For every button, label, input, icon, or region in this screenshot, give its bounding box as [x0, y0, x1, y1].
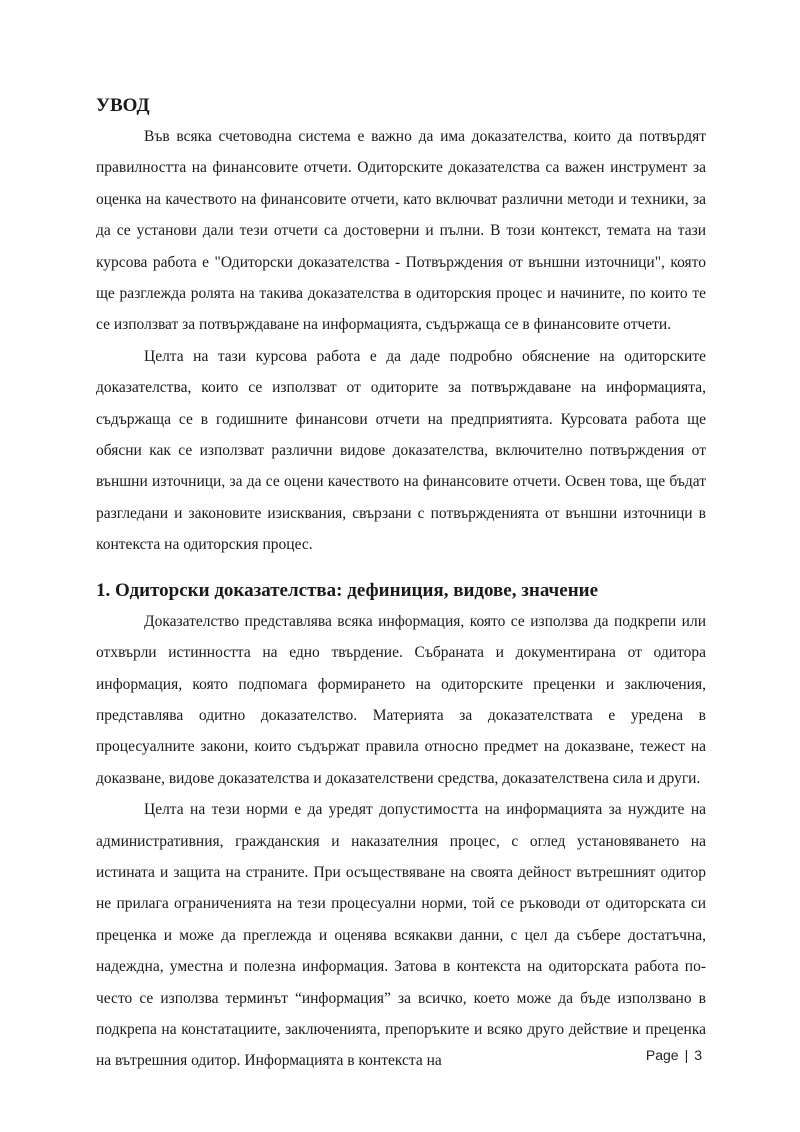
document-page	[96, 90, 706, 1077]
page-label: Page	[645, 1047, 679, 1063]
intro-paragraph-1: Във всяка счетоводна система е важно да има доказателства, които да потвърдят правилността на финансовите отчети. Одиторските доказателства са важен инструмент за оценка на качеството на финансовите отчети, като включват различни методи и техники, за да се установи дали тези отчети са достоверни и пълни. В този контекст, темата на тази курсова работа е "Одиторски доказателства - Потвърждения от външни източници", която ще разглежда ролята на такива доказателства в одиторския процес и начините, по които те се използват за потвърждаване на информацията, съдържаща се в финансовите отчети.	[96, 128, 706, 334]
section-1-heading: 1. Одиторски доказателства: дефиниция, видове, значение	[96, 579, 599, 601]
page-number: 3	[694, 1047, 702, 1063]
page-footer	[646, 1047, 702, 1063]
intro-paragraph-2: Целта на тази курсова работа е да даде подробно обяснение на одиторските доказателства, които се използват от одиторите за потвърждаване на информацията, съдържаща се в годишните финансови отчети на предприятията. Курсовата работа ще обясни как се използват различни видове доказателства, включително потвърждения от външни източници, за да се оцени качеството на финансовите отчети. Освен това, ще бъдат разгледани и законовите изисквания, свързани с потвържденията от външни източници в контекста на одиторския процес.	[96, 347, 706, 554]
section-1-paragraph-2: Целта на тези норми е да уредят допустимостта на информацията за нуждите на административния, гражданския и наказателния процес, с оглед установяването на истината и защита на страните. При осъществяване на своята дейност вътрешният одитор не прилага ограниченията на тези процесуални норми, той се ръководи от одиторската си преценка и може да преглежда и оценява всякакви данни, с цел да събере достатъчна, надеждна, уместна и полезна информация. Затова в контекста на одиторската работа по-често се използва терминът “информация” за всичко, което може да бъде използвано в подкрепа на констатациите, заключенията, препоръките и всяко друго действие и преценка на вътрешния одитор. Информацията в контекста на	[96, 801, 706, 1070]
page-separator: |	[684, 1047, 689, 1063]
section-1-paragraph-1: Доказателство представлява всяка информация, която се използва да подкрепи или отхвърли истинността на едно твърдение. Събраната и документирана от одитора информация, която подпомага формирането на одиторските преценки и заключения, представлява одитно доказателство. Материята за доказателствата е уредена в процесуалните закони, които съдържат правила относно предмет на доказване, тежест на доказване, видове доказателства и доказателствени средства, доказателствена сила и други.	[96, 612, 706, 787]
intro-heading: УВОД	[96, 95, 150, 116]
